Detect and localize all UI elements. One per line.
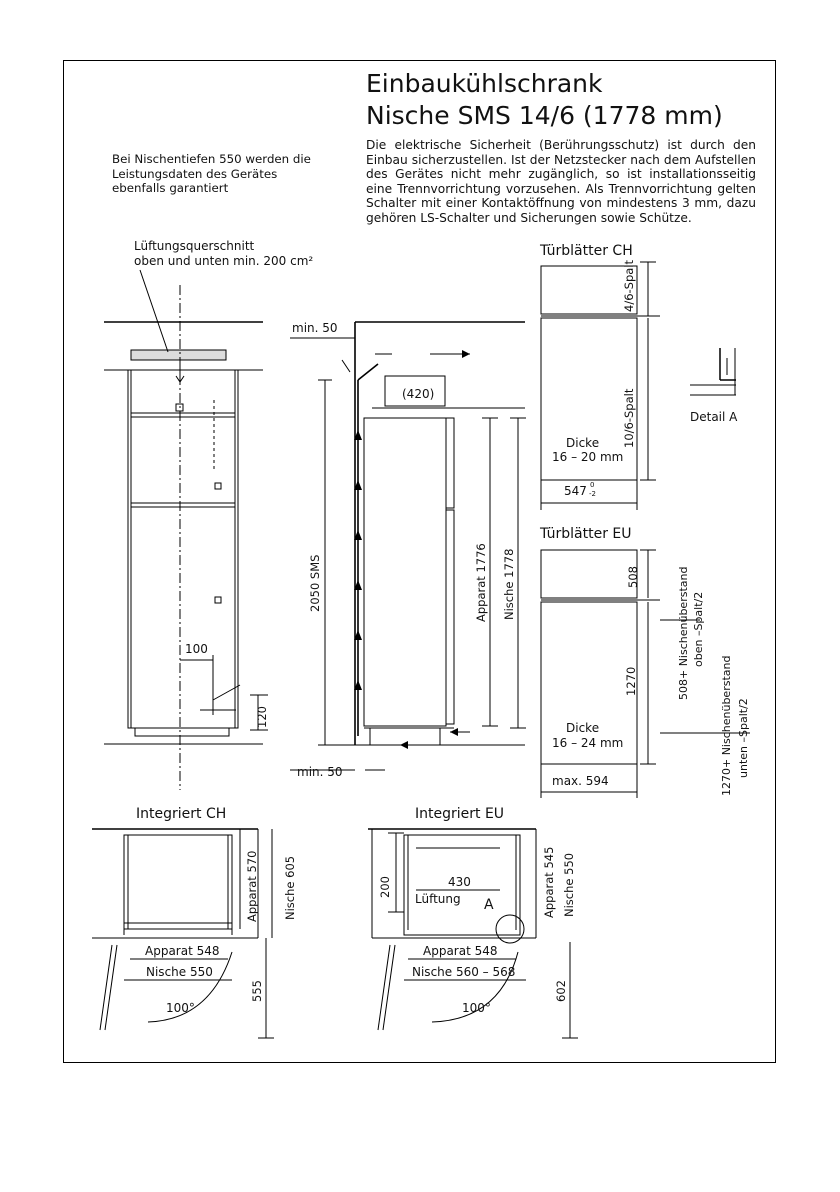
int-eu-nische-width: Nische 560 – 568: [412, 965, 516, 979]
gap-10-6: 10/6-Spalt: [622, 388, 636, 448]
front-view: [104, 270, 268, 790]
eu-thickness-value: 16 – 24 mm: [552, 736, 624, 750]
int-eu-apparat-depth: Apparat 545: [542, 846, 556, 918]
int-eu-apparat-width: Apparat 548: [423, 944, 498, 958]
doors-eu-drawing: [541, 550, 750, 798]
title-line-2: Nische SMS 14/6 (1778 mm): [366, 101, 723, 130]
ventilation-label-2: oben und unten min. 200 cm²: [134, 254, 314, 268]
int-ch-angle: 100°: [166, 1001, 195, 1015]
eu-note-top-2: oben –Spalt/2: [692, 591, 705, 667]
ventilation-label-1: Lüftungsquerschnitt: [134, 239, 255, 253]
dim-2050-sms: 2050 SMS: [308, 554, 322, 612]
dim-120: 120: [255, 706, 269, 728]
int-eu-vent-height: 200: [378, 876, 392, 898]
eu-dim-1270: 1270: [624, 666, 638, 696]
safety-text: Die elektrische Sicherheit (Berührungsschutz) ist durch den Einbau sicherzustellen. Ist der Netzstecker nach dem Aufstellen des Gerätes nicht mehr zugänglich, so ist installationsseitig eine Trennvorrichtung vorzusehen. Als Trennvorrichtung gelten Schalter mit einer Kontaktöffnung von mindestens 3 mm, dazu gehören LS-Schalter und Sicherungen sowie Schütze.: [366, 138, 756, 225]
dim-apparat-1776: Apparat 1776: [474, 543, 488, 622]
int-ch-swing: 555: [250, 980, 264, 1002]
dim-nische-1778: Nische 1778: [502, 548, 516, 620]
detail-a-drawing: [690, 348, 736, 395]
int-eu-title: Integriert EU: [415, 806, 505, 822]
dim-420: (420): [402, 387, 435, 401]
eu-note-top-1: 508+ Nischenüberstand: [677, 566, 690, 700]
int-eu-swing: 602: [554, 980, 568, 1002]
ch-width-tol-top: 0: [590, 481, 595, 489]
detail-a-label: Detail A: [690, 410, 738, 424]
int-ch-apparat-width: Apparat 548: [145, 944, 220, 958]
int-eu-nische-depth: Nische 550: [562, 852, 576, 917]
int-eu-vent-label: Lüftung: [415, 892, 461, 906]
min-50-bottom: min. 50: [297, 765, 343, 779]
int-ch-apparat-depth: Apparat 570: [245, 850, 259, 922]
title-line-1: Einbaukühlschrank: [366, 69, 603, 98]
ch-thickness-label: Dicke: [566, 436, 600, 450]
ch-width: 547: [564, 484, 587, 498]
eu-note-bottom-1: 1270+ Nischenüberstand: [720, 655, 733, 796]
dim-100: 100: [185, 642, 208, 656]
int-ch-nische-depth: Nische 605: [283, 855, 297, 920]
int-ch-nische-width: Nische 550: [146, 965, 213, 979]
eu-thickness-label: Dicke: [566, 721, 600, 735]
int-eu-detail-mark: A: [484, 897, 494, 913]
ch-width-tol-bottom: -2: [589, 490, 596, 498]
int-ch-title: Integriert CH: [136, 806, 227, 822]
gap-4-6: 4/6-Spalt: [622, 259, 636, 312]
doors-ch-drawing: [541, 259, 660, 510]
doors-ch-title: Türblätter CH: [540, 243, 633, 259]
doors-eu-title: Türblätter EU: [540, 526, 632, 542]
min-50-top: min. 50: [292, 321, 338, 335]
ch-thickness-value: 16 – 20 mm: [552, 450, 624, 464]
eu-note-bottom-2: unten –Spalt/2: [737, 698, 750, 778]
left-note: Bei Nischentiefen 550 werden die Leistungsdaten des Gerätes ebenfalls garantiert: [112, 152, 311, 196]
int-eu-angle: 100°: [462, 1001, 491, 1015]
eu-dim-508: 508: [626, 566, 640, 588]
eu-width: max. 594: [552, 774, 609, 788]
int-eu-vent-width: 430: [448, 875, 471, 889]
